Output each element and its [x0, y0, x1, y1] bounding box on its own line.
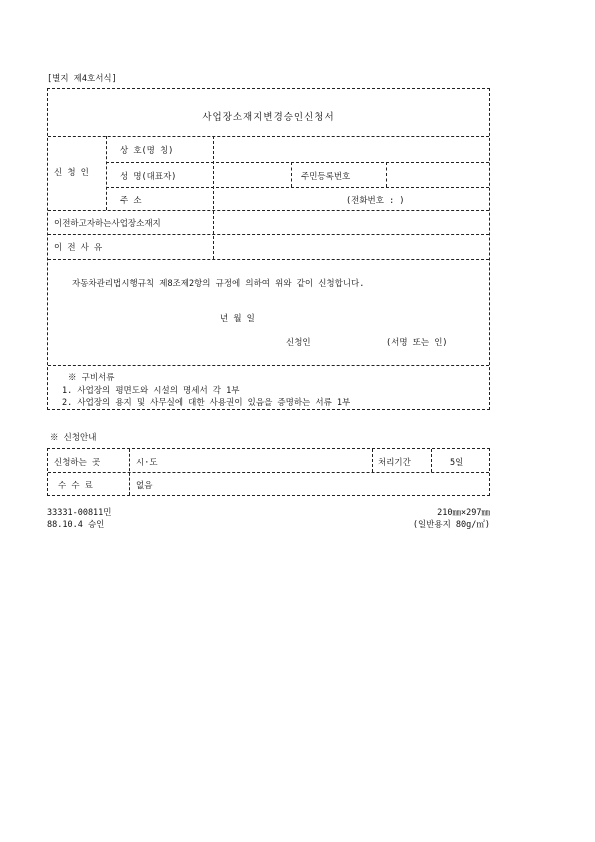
relocation-address-field[interactable] — [215, 212, 487, 232]
paper-size: 210㎜×297㎜ — [437, 508, 490, 518]
document-item: 2. 사업장의 용지 및 사무실에 대한 사용권이 있음을 증명하는 서류 1부 — [62, 398, 351, 408]
approval-date: 88.10.4 승인 — [47, 520, 105, 530]
signature-label: (서명 또는 인) — [386, 338, 448, 348]
form-code: 33331-00811민 — [47, 508, 112, 518]
form-title: 사업장소재지변경승인신청서 — [202, 112, 335, 123]
submit-to-value: 시·도 — [136, 458, 158, 468]
fee-value: 없음 — [136, 481, 153, 491]
documents-title: ※ 구비서류 — [68, 373, 115, 383]
document-item: 1. 사업장의 평면도와 시설의 명세서 각 1부 — [62, 386, 240, 396]
name-label: 성 명(대표자) — [120, 172, 177, 182]
date-label: 년 월 일 — [220, 314, 255, 324]
application-form — [47, 88, 490, 410]
period-value: 5일 — [450, 458, 464, 468]
fee-label: 수 수 료 — [58, 481, 93, 491]
reason-label: 이 전 사 유 — [54, 243, 103, 253]
declaration-text: 자동차관리법시행규칙 제8조제2항의 규정에 의하여 위와 같이 신청합니다. — [72, 279, 365, 289]
name-field[interactable] — [215, 164, 289, 186]
paper-type: (일반용지 80g/㎡) — [412, 520, 490, 530]
resident-number-label: 주민등록번호 — [301, 172, 351, 182]
applicant-sign-label: 신청인 — [286, 338, 311, 348]
trade-name-field[interactable] — [215, 138, 487, 160]
address-label: 주 소 — [120, 196, 142, 206]
reason-field[interactable] — [215, 236, 487, 257]
submit-to-label: 신청하는 곳 — [54, 458, 101, 468]
form-number: [별지 제4호서식] — [47, 74, 117, 84]
resident-number-field[interactable] — [388, 164, 487, 186]
trade-name-label: 상 호(명 칭) — [120, 146, 174, 156]
applicant-label: 신 청 인 — [54, 168, 89, 178]
phone-label: (전화번호 : ) — [346, 196, 405, 206]
guide-table — [47, 448, 490, 496]
relocation-address-label: 이전하고자하는사업장소재지 — [54, 219, 161, 229]
guide-title: ※ 신청안내 — [50, 433, 97, 443]
period-label: 처리기간 — [378, 458, 411, 468]
